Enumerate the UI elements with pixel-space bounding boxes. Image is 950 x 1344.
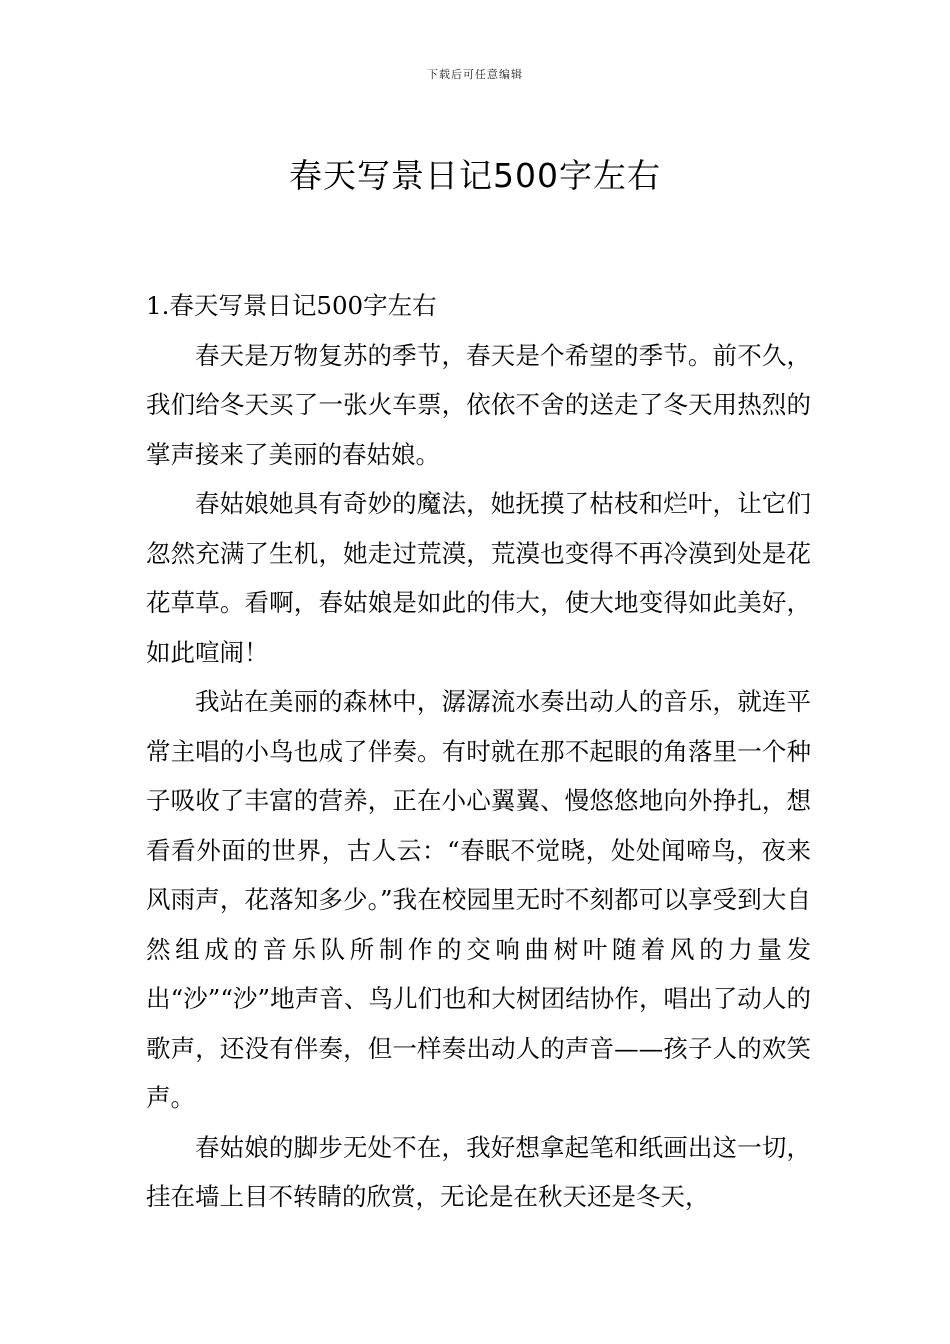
section-heading: 1.春天写景日记500字左右 xyxy=(146,291,437,320)
paragraph-2: 春姑娘她具有奇妙的魔法，她抚摸了枯枝和烂叶，让它们忽然充满了生机，她走过荒漠，荒漠也变得不再冷漠到处是花花草草。看啊，春姑娘是如此的伟大，使大地变得如此美好，如此喧闹！ xyxy=(146,489,811,667)
document-body xyxy=(146,281,811,1222)
paragraph-4: 春姑娘的脚步无处不在，我好想拿起笔和纸画出这一切，挂在墙上目不转睛的欣赏，无论是在秋天还是冬天， xyxy=(146,1132,811,1211)
paragraph-3: 我站在美丽的森林中，潺潺流水奏出动人的音乐，就连平常主唱的小鸟也成了伴奏。有时就在那不起眼的角落里一个种子吸收了丰富的营养，正在小心翼翼、慢悠悠地向外挣扎，想看看外面的世界，古人云：“春眠不觉晓，处处闻啼鸟，夜来风雨声，花落知多少。”我在校园里无时不刻都可以享受到大自然组成的音乐队所制作的交响曲树叶随着风的力量发出“沙”“沙”地声音、鸟儿们也和大树团结协作，唱出了动人的歌声，还没有伴奏，但一样奏出动人的声音——孩子人的欢笑声。 xyxy=(146,687,811,1112)
paragraph-1: 春天是万物复苏的季节，春天是个希望的季节。前不久，我们给冬天买了一张火车票，依依不舍的送走了冬天用热烈的掌声接来了美丽的春姑娘。 xyxy=(146,340,811,469)
document-title: 春天写景日记500字左右 xyxy=(289,156,661,196)
header-note: 下载后可任意编辑 xyxy=(427,68,523,81)
